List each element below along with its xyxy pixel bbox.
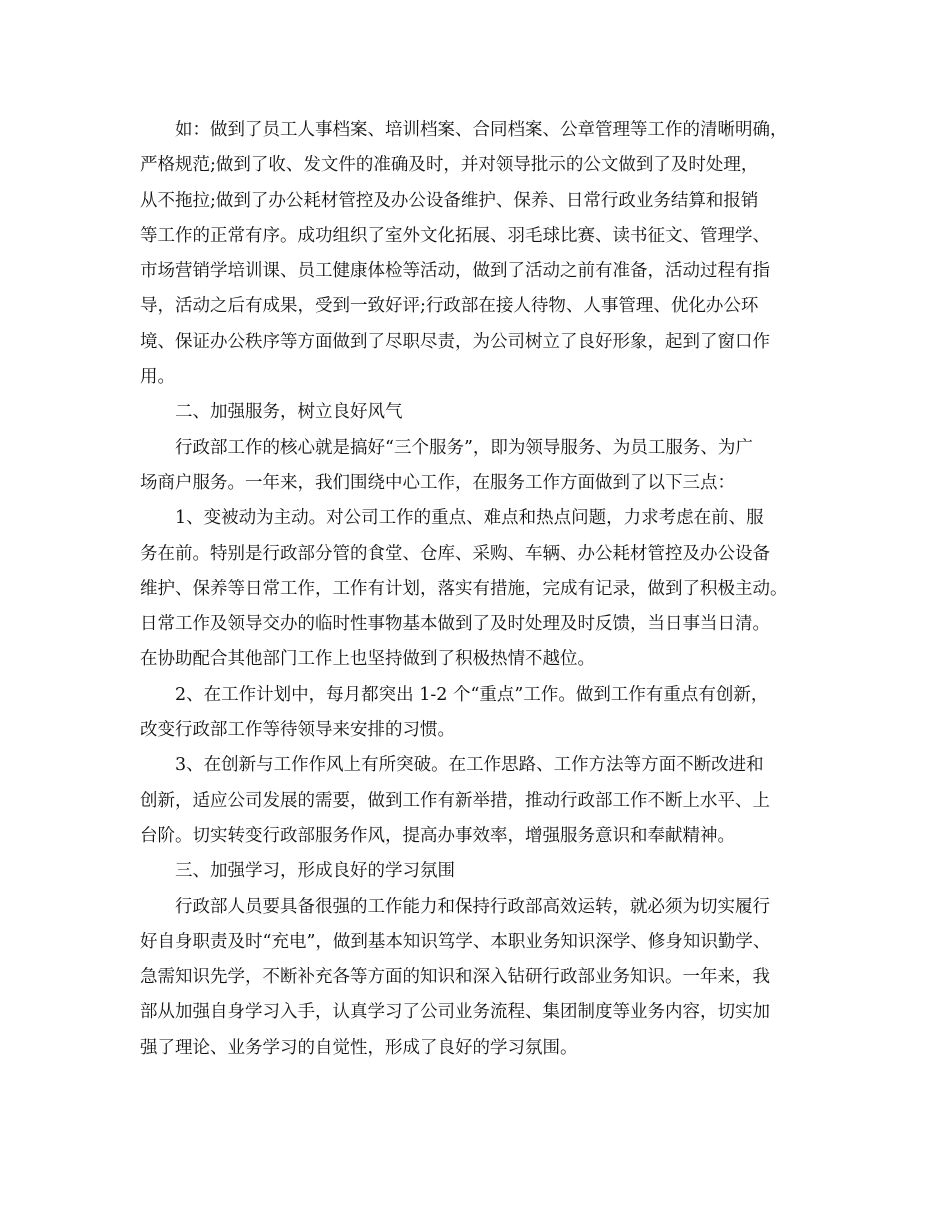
text-line: 在协助配合其他部门工作上也坚持做到了积极热情不越位。 [140, 649, 595, 670]
document-body [140, 113, 840, 1066]
text-line: 创新，适应公司发展的需要，做到工作有新举措，推动行政部工作不断上水平、上 [140, 790, 770, 811]
text-line: 严格规范;做到了收、发文件的准确及时，并对领导批示的公文做到了及时处理， [140, 155, 759, 176]
text-line: 三、加强学习，形成良好的学习氛围 [175, 861, 455, 882]
text-line: 场商户服务。一年来，我们围绕中心工作，在服务工作方面做到了以下三点： [140, 472, 735, 493]
text-line: 部从加强自身学习入手，认真学习了公司业务流程、集团制度等业务内容，切实加 [140, 1002, 770, 1023]
text-line: 导，活动之后有成果，受到一致好评;行政部在接人待物、人事管理、优化办公环 [140, 296, 759, 317]
text-line: 急需知识先学，不断补充各等方面的知识和深入钻研行政部业务知识。一年来，我 [140, 967, 770, 988]
text-line: 用。 [140, 367, 175, 388]
text-line: 1、变被动为主动。对公司工作的重点、难点和热点问题，力求考虑在前、服 [175, 508, 764, 529]
text-line: 如：做到了员工人事档案、培训档案、合同档案、公章管理等工作的清晰明确， [175, 120, 788, 140]
text-line: 维护、保养等日常工作，工作有计划，落实有措施，完成有记录，做到了积极主动。 [140, 578, 788, 599]
text-line: 行政部工作的核心就是搞好“三个服务”，即为领导服务、为员工服务、为广 [175, 437, 753, 458]
text-line: 3、在创新与工作作风上有所突破。在工作思路、工作方法等方面不断改进和 [175, 755, 764, 776]
text-line: 强了理论、业务学习的自觉性，形成了良好的学习氛围。 [140, 1037, 578, 1058]
text-line: 台阶。切实转变行政部服务作风，提高办事效率，增强服务意识和奉献精神。 [140, 825, 735, 846]
text-line: 务在前。特别是行政部分管的食堂、仓库、采购、车辆、办公耗材管控及办公设备 [140, 543, 770, 564]
text-line: 2、在工作计划中，每月都突出 1-2 个“重点”工作。做到工作有重点有创新， [175, 684, 769, 705]
text-line: 境、保证办公秩序等方面做到了尽职尽责，为公司树立了良好形象，起到了窗口作 [140, 331, 770, 352]
text-line: 从不拖拉;做到了办公耗材管控及办公设备维护、保养、日常行政业务结算和报销 [140, 190, 759, 211]
text-line: 市场营销学培训课、员工健康体检等活动，做到了活动之前有准备，活动过程有指 [140, 261, 770, 282]
text-line: 日常工作及领导交办的临时性事物基本做到了及时处理及时反馈，当日事当日清。 [140, 614, 770, 635]
text-line: 二、加强服务，树立良好风气 [175, 402, 403, 423]
text-line: 好自身职责及时“充电”，做到基本知识笃学、本职业务知识深学、修身知识勤学、 [140, 931, 771, 952]
text-line: 改变行政部工作等待领导来安排的习惯。 [140, 720, 455, 741]
text-line: 行政部人员要具备很强的工作能力和保持行政部高效运转，就必须为切实履行 [175, 896, 770, 917]
text-line: 等工作的正常有序。成功组织了室外文化拓展、羽毛球比赛、读书征文、管理学、 [140, 225, 770, 246]
